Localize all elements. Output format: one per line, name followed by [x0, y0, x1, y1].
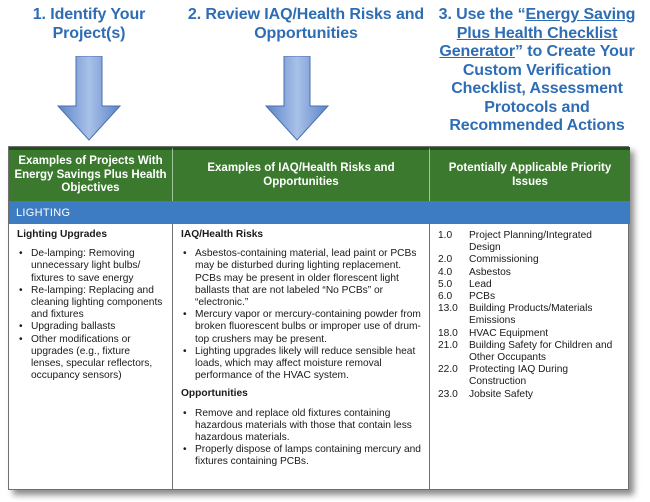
table-header-risks — [172, 147, 429, 201]
list-item: • Mercury vapor or mercury-containing powder from broken fluorescent bulbs or improper use of drum-top crushers may be present. — [181, 309, 421, 346]
list-item: • Other modifications or upgrades (e.g., fixture lenses, specular reflectors, occupancy sensors) — [17, 334, 164, 383]
priority-text: HVAC Equipment — [469, 327, 549, 339]
projects-list — [17, 248, 164, 382]
list-item — [438, 291, 622, 303]
list-item — [438, 254, 622, 266]
priority-text: Project Planning/Integrated Design — [469, 230, 592, 254]
priority-table — [8, 146, 629, 490]
priority-text: Building Products/Materials Emissions — [469, 303, 593, 327]
table-header-projects — [9, 147, 172, 201]
step-2-heading: 2. Review IAQ/Health Risks and Opportunities — [187, 6, 425, 42]
list-item: • Asbestos-containing material, lead paint or PCBs may be disturbed during lighting replacement. PCBs may be present in older florescent light ballasts that are not labeled “No PCBs” or “electronic.” — [181, 248, 421, 309]
step-1-heading: 1. Identify Your Project(s) — [32, 6, 146, 42]
list-item — [438, 328, 622, 340]
list-item — [438, 389, 622, 401]
list-item — [438, 364, 622, 388]
risks-column — [172, 224, 429, 489]
priority-number: 18.0 — [438, 327, 458, 339]
priority-text: Jobsite Safety — [469, 388, 533, 400]
priority-text: Building Safety for Children and Other Occupants — [469, 339, 613, 364]
opportunities-heading: Opportunities — [181, 388, 248, 400]
priority-text: PCBs — [469, 291, 496, 303]
priority-text: Asbestos — [469, 266, 511, 278]
priority-text: Lead — [469, 278, 492, 290]
priority-text: Protecting IAQ During Construction — [469, 364, 569, 388]
priority-number: 22.0 — [438, 364, 458, 376]
priority-text: Commissioning — [469, 254, 539, 266]
priority-number: 21.0 — [438, 339, 458, 351]
col1-heading: Lighting Upgrades — [17, 229, 107, 240]
list-item: • Properly dispose of lamps containing mercury and fixtures containing PCBs. — [181, 444, 421, 468]
list-item — [438, 279, 622, 291]
down-arrow-icon — [56, 56, 122, 142]
down-arrow-icon — [264, 56, 330, 142]
priority-list — [438, 230, 622, 401]
header-label: Potentially Applicable Priority Issues — [448, 162, 612, 188]
risks-heading: IAQ/Health Risks — [181, 229, 264, 240]
priority-number: 1.0 — [438, 230, 453, 241]
checklist-generator-link[interactable]: Energy Saving Plus Health Checklist Generator — [439, 6, 636, 60]
list-item — [438, 340, 622, 364]
step-3-heading — [428, 6, 646, 136]
header-label: Examples of Projects With Energy Savings Plus Health Objectives — [14, 155, 167, 195]
priority-number: 6.0 — [438, 291, 453, 303]
table-header-priority — [429, 147, 630, 201]
section-lighting: LIGHTING — [9, 201, 630, 224]
priority-number: 13.0 — [438, 303, 458, 315]
list-item: • Lighting upgrades likely will reduce sensible heat loads, which may affect moisture removal performance of the HVAC system. — [181, 346, 421, 383]
list-item: • Remove and replace old fixtures containing hazardous materials with those that contain less hazardous materials. — [181, 408, 421, 445]
header-label: Examples of IAQ/Health Risks and Opportunities — [207, 162, 395, 188]
list-item — [438, 303, 622, 327]
priority-column — [429, 224, 630, 489]
list-item — [438, 230, 622, 254]
risks-list — [181, 248, 421, 382]
list-item: • Re-lamping: Replacing and cleaning lighting components and fixtures — [17, 285, 164, 322]
priority-number: 4.0 — [438, 266, 453, 278]
priority-number: 5.0 — [438, 278, 453, 290]
step-3-prefix: 3. Use the “ — [438, 6, 526, 23]
projects-column — [9, 224, 172, 489]
list-item: • Upgrading ballasts — [17, 321, 164, 333]
priority-number: 2.0 — [438, 254, 453, 266]
opportunities-list — [181, 408, 421, 469]
list-item — [438, 267, 622, 279]
priority-number: 23.0 — [438, 388, 458, 400]
step-3-suffix: ” to Create Your Custom Verification Checklist, Assessment Protocols and Recommended Actions — [449, 43, 635, 134]
list-item: • De-lamping: Removing unnecessary light bulbs/ fixtures to save energy — [17, 248, 164, 285]
